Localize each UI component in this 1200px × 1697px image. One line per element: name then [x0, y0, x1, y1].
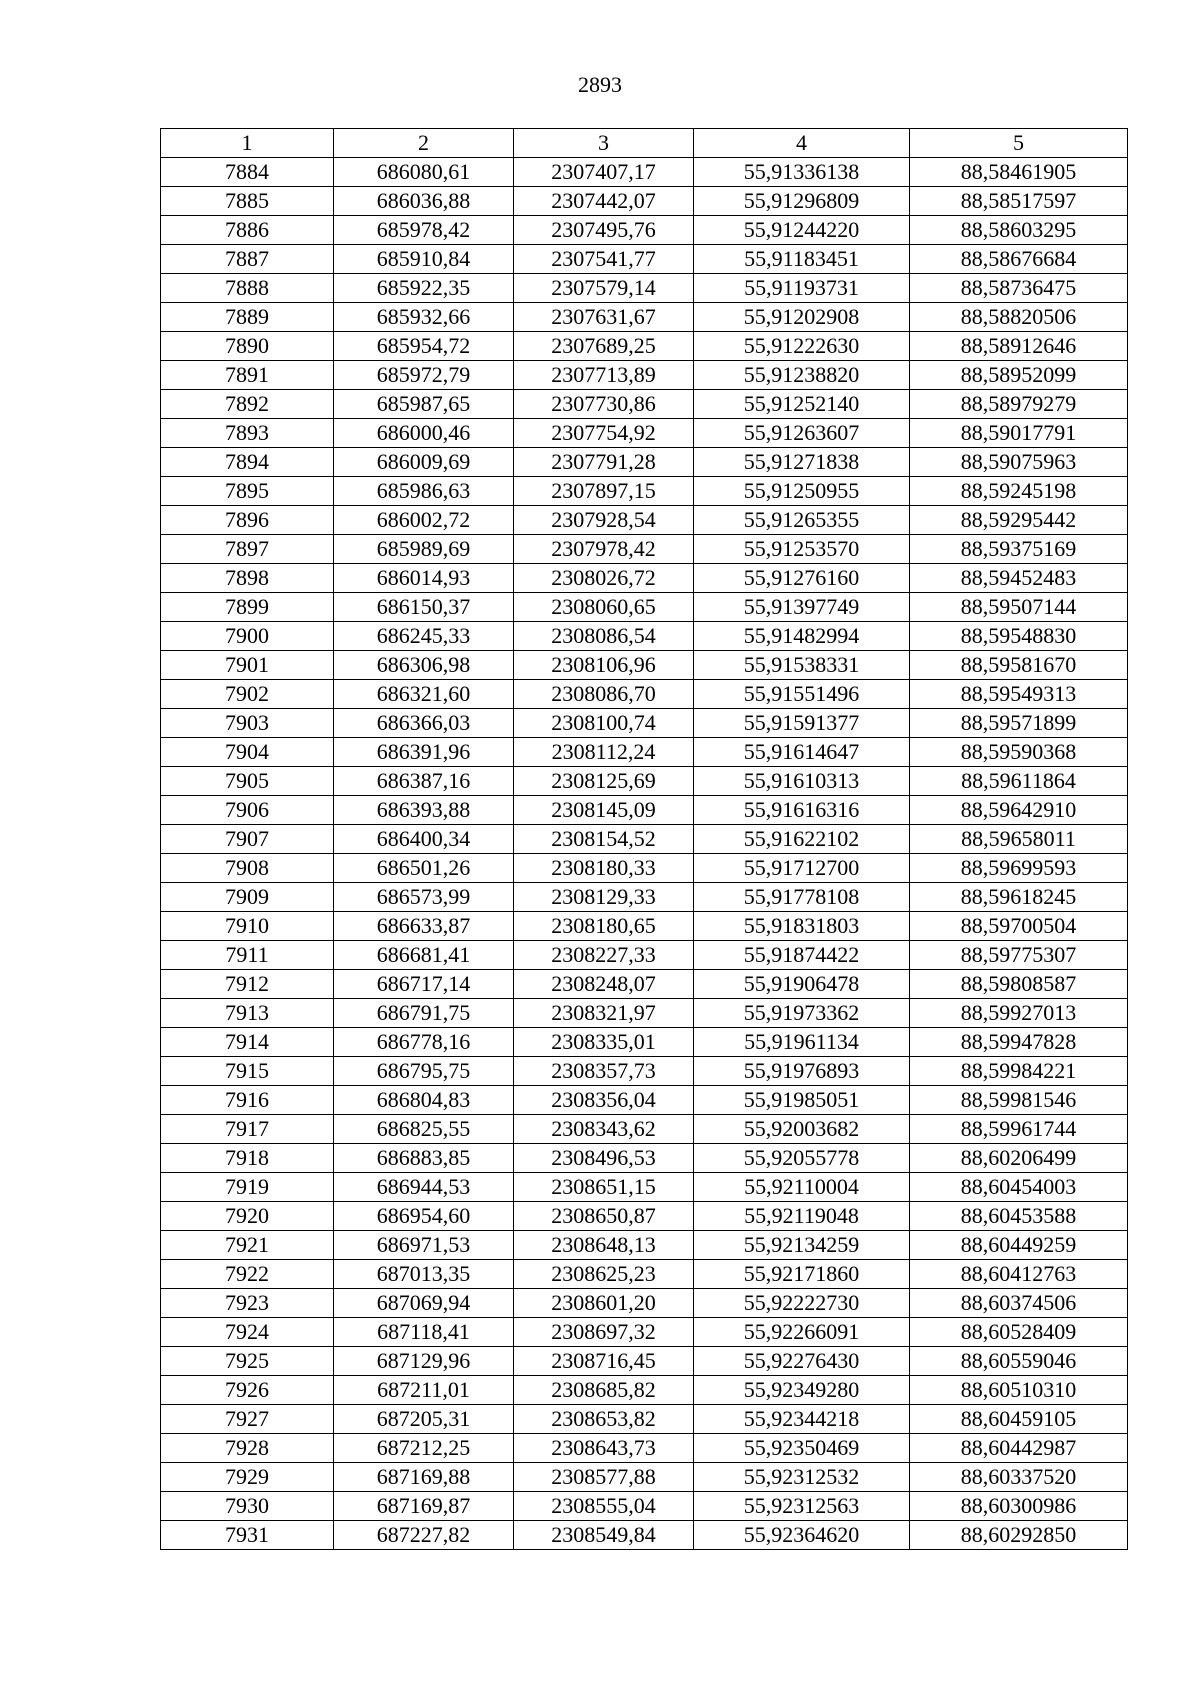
table-header [161, 129, 1128, 158]
table-row [161, 796, 1128, 825]
table-cell: 2308685,82 [514, 1376, 694, 1405]
table-cell: 55,91222630 [694, 332, 910, 361]
table-cell: 55,91610313 [694, 767, 910, 796]
table-cell: 88,59658011 [910, 825, 1128, 854]
table-cell: 687069,94 [334, 1289, 514, 1318]
table-row [161, 970, 1128, 999]
table-cell: 55,91263607 [694, 419, 910, 448]
table-cell: 685972,79 [334, 361, 514, 390]
table-cell: 2307754,92 [514, 419, 694, 448]
table-cell: 2307978,42 [514, 535, 694, 564]
table-cell: 2308357,73 [514, 1057, 694, 1086]
column-header-3: 3 [514, 129, 694, 158]
table-cell: 2307442,07 [514, 187, 694, 216]
table-cell: 687205,31 [334, 1405, 514, 1434]
table-cell: 88,60559046 [910, 1347, 1128, 1376]
table-cell: 55,91253570 [694, 535, 910, 564]
table-cell: 686393,88 [334, 796, 514, 825]
table-cell: 88,58952099 [910, 361, 1128, 390]
table-cell: 2308060,65 [514, 593, 694, 622]
table-cell: 2307928,54 [514, 506, 694, 535]
table-cell: 55,92312563 [694, 1492, 910, 1521]
table-cell: 7918 [161, 1144, 334, 1173]
table-cell: 2307689,25 [514, 332, 694, 361]
table-cell: 686009,69 [334, 448, 514, 477]
column-header-1: 1 [161, 129, 334, 158]
table-cell: 88,58517597 [910, 187, 1128, 216]
table-cell: 7919 [161, 1173, 334, 1202]
coordinates-table [160, 128, 1128, 1550]
table-body [161, 158, 1128, 1550]
table-cell: 7890 [161, 332, 334, 361]
table-cell: 88,59375169 [910, 535, 1128, 564]
table-cell: 7896 [161, 506, 334, 535]
table-cell: 7894 [161, 448, 334, 477]
table-cell: 686321,60 [334, 680, 514, 709]
table-cell: 2308601,20 [514, 1289, 694, 1318]
table-cell: 686633,87 [334, 912, 514, 941]
table-cell: 88,59549313 [910, 680, 1128, 709]
table-cell: 55,91976893 [694, 1057, 910, 1086]
table-cell: 685986,63 [334, 477, 514, 506]
table-cell: 55,92344218 [694, 1405, 910, 1434]
table-row [161, 274, 1128, 303]
table-cell: 687212,25 [334, 1434, 514, 1463]
table-cell: 2308125,69 [514, 767, 694, 796]
table-cell: 55,91252140 [694, 390, 910, 419]
table-cell: 88,60454003 [910, 1173, 1128, 1202]
table-cell: 2308106,96 [514, 651, 694, 680]
table-cell: 2308145,09 [514, 796, 694, 825]
table-cell: 2307791,28 [514, 448, 694, 477]
table-row [161, 854, 1128, 883]
table-cell: 2308716,45 [514, 1347, 694, 1376]
table-cell: 2307541,77 [514, 245, 694, 274]
table-cell: 7929 [161, 1463, 334, 1492]
table-cell: 7898 [161, 564, 334, 593]
table-cell: 686400,34 [334, 825, 514, 854]
table-cell: 687227,82 [334, 1521, 514, 1550]
table-cell: 7916 [161, 1086, 334, 1115]
table-row [161, 1260, 1128, 1289]
table-row [161, 767, 1128, 796]
table-cell: 7895 [161, 477, 334, 506]
table-cell: 88,59590368 [910, 738, 1128, 767]
table-cell: 7899 [161, 593, 334, 622]
table-row [161, 941, 1128, 970]
table-cell: 685910,84 [334, 245, 514, 274]
table-cell: 88,60337520 [910, 1463, 1128, 1492]
table-cell: 88,59775307 [910, 941, 1128, 970]
table-cell: 686000,46 [334, 419, 514, 448]
table-cell: 55,91276160 [694, 564, 910, 593]
table-row [161, 1202, 1128, 1231]
table-cell: 7907 [161, 825, 334, 854]
table-cell: 88,59507144 [910, 593, 1128, 622]
table-cell: 2308549,84 [514, 1521, 694, 1550]
table-cell: 685932,66 [334, 303, 514, 332]
table-row [161, 709, 1128, 738]
table-cell: 7908 [161, 854, 334, 883]
table-cell: 55,91778108 [694, 883, 910, 912]
table-cell: 2308227,33 [514, 941, 694, 970]
table-row [161, 593, 1128, 622]
table-cell: 88,59961744 [910, 1115, 1128, 1144]
table-cell: 88,58820506 [910, 303, 1128, 332]
table-cell: 2308643,73 [514, 1434, 694, 1463]
table-cell: 2308100,74 [514, 709, 694, 738]
table-cell: 88,59295442 [910, 506, 1128, 535]
table-cell: 7891 [161, 361, 334, 390]
table-row [161, 738, 1128, 767]
table-cell: 55,92222730 [694, 1289, 910, 1318]
table-cell: 2307631,67 [514, 303, 694, 332]
table-row [161, 1521, 1128, 1550]
table-cell: 7887 [161, 245, 334, 274]
table-row [161, 245, 1128, 274]
table-cell: 88,59075963 [910, 448, 1128, 477]
table-cell: 7905 [161, 767, 334, 796]
table-cell: 7906 [161, 796, 334, 825]
table-cell: 7915 [161, 1057, 334, 1086]
table-cell: 2307713,89 [514, 361, 694, 390]
table-cell: 7914 [161, 1028, 334, 1057]
table-row [161, 1289, 1128, 1318]
table-cell: 55,91973362 [694, 999, 910, 1028]
table-row [161, 158, 1128, 187]
table-row [161, 1434, 1128, 1463]
table-cell: 685989,69 [334, 535, 514, 564]
table-cell: 686501,26 [334, 854, 514, 883]
table-row [161, 1318, 1128, 1347]
table-cell: 55,92055778 [694, 1144, 910, 1173]
table-cell: 55,91238820 [694, 361, 910, 390]
table-cell: 88,58676684 [910, 245, 1128, 274]
table-cell: 686150,37 [334, 593, 514, 622]
table-cell: 55,91538331 [694, 651, 910, 680]
table-cell: 2308335,01 [514, 1028, 694, 1057]
table-cell: 55,91591377 [694, 709, 910, 738]
table-cell: 685954,72 [334, 332, 514, 361]
table-cell: 88,58461905 [910, 158, 1128, 187]
table-cell: 686366,03 [334, 709, 514, 738]
table-cell: 2308248,07 [514, 970, 694, 999]
table-cell: 7917 [161, 1115, 334, 1144]
table-row [161, 390, 1128, 419]
table-cell: 88,59571899 [910, 709, 1128, 738]
table-row [161, 1086, 1128, 1115]
table-cell: 7910 [161, 912, 334, 941]
table-row [161, 187, 1128, 216]
table-cell: 2308625,23 [514, 1260, 694, 1289]
table-cell: 88,59611864 [910, 767, 1128, 796]
table-cell: 686795,75 [334, 1057, 514, 1086]
table-cell: 685987,65 [334, 390, 514, 419]
table-row [161, 361, 1128, 390]
table-row [161, 448, 1128, 477]
table-cell: 55,91985051 [694, 1086, 910, 1115]
table-cell: 7892 [161, 390, 334, 419]
table-cell: 686954,60 [334, 1202, 514, 1231]
table-cell: 2308651,15 [514, 1173, 694, 1202]
table-cell: 7903 [161, 709, 334, 738]
table-cell: 55,92003682 [694, 1115, 910, 1144]
table-cell: 2308343,62 [514, 1115, 694, 1144]
table-cell: 55,91244220 [694, 216, 910, 245]
table-row [161, 477, 1128, 506]
column-header-2: 2 [334, 129, 514, 158]
table-row [161, 303, 1128, 332]
table-cell: 2308129,33 [514, 883, 694, 912]
table-cell: 55,91616316 [694, 796, 910, 825]
table-cell: 2308180,33 [514, 854, 694, 883]
table-cell: 2308496,53 [514, 1144, 694, 1173]
table-cell: 7885 [161, 187, 334, 216]
table-cell: 7902 [161, 680, 334, 709]
table-cell: 88,59981546 [910, 1086, 1128, 1115]
table-cell: 55,92110004 [694, 1173, 910, 1202]
table-cell: 88,60528409 [910, 1318, 1128, 1347]
table-cell: 2308180,65 [514, 912, 694, 941]
table-cell: 685978,42 [334, 216, 514, 245]
table-row [161, 1492, 1128, 1521]
table-row [161, 1405, 1128, 1434]
table-cell: 88,59699593 [910, 854, 1128, 883]
page-number: 2893 [578, 72, 622, 97]
table-cell: 686804,83 [334, 1086, 514, 1115]
table-cell: 55,91482994 [694, 622, 910, 651]
table-cell: 55,92276430 [694, 1347, 910, 1376]
table-cell: 7921 [161, 1231, 334, 1260]
table-cell: 686245,33 [334, 622, 514, 651]
table-row [161, 332, 1128, 361]
table-cell: 55,91271838 [694, 448, 910, 477]
table-cell: 687013,35 [334, 1260, 514, 1289]
table-row [161, 1057, 1128, 1086]
table-cell: 7931 [161, 1521, 334, 1550]
table-cell: 686791,75 [334, 999, 514, 1028]
table-cell: 88,60510310 [910, 1376, 1128, 1405]
table-cell: 55,91250955 [694, 477, 910, 506]
table-cell: 88,58912646 [910, 332, 1128, 361]
table-cell: 88,60453588 [910, 1202, 1128, 1231]
table-row [161, 506, 1128, 535]
table-cell: 7913 [161, 999, 334, 1028]
table-cell: 2308154,52 [514, 825, 694, 854]
table-cell: 2307495,76 [514, 216, 694, 245]
table-cell: 88,59808587 [910, 970, 1128, 999]
table-row [161, 680, 1128, 709]
table-cell: 7900 [161, 622, 334, 651]
table-cell: 55,91336138 [694, 158, 910, 187]
table-cell: 7912 [161, 970, 334, 999]
table-cell: 88,59618245 [910, 883, 1128, 912]
table-cell: 88,59927013 [910, 999, 1128, 1028]
table-cell: 686573,99 [334, 883, 514, 912]
table-row [161, 564, 1128, 593]
table-cell: 686387,16 [334, 767, 514, 796]
table-row [161, 622, 1128, 651]
table-cell: 7897 [161, 535, 334, 564]
table-cell: 88,59548830 [910, 622, 1128, 651]
table-cell: 88,59947828 [910, 1028, 1128, 1057]
table-cell: 2307730,86 [514, 390, 694, 419]
table-cell: 55,91961134 [694, 1028, 910, 1057]
table-cell: 88,60442987 [910, 1434, 1128, 1463]
column-header-4: 4 [694, 129, 910, 158]
table-cell: 7920 [161, 1202, 334, 1231]
table-cell: 687129,96 [334, 1347, 514, 1376]
table-cell: 55,92349280 [694, 1376, 910, 1405]
table-cell: 7904 [161, 738, 334, 767]
table-cell: 686825,55 [334, 1115, 514, 1144]
table-cell: 2308653,82 [514, 1405, 694, 1434]
table-cell: 88,60374506 [910, 1289, 1128, 1318]
table-cell: 2307579,14 [514, 274, 694, 303]
table-cell: 686883,85 [334, 1144, 514, 1173]
table-row [161, 1376, 1128, 1405]
table-cell: 7926 [161, 1376, 334, 1405]
table-cell: 2307897,15 [514, 477, 694, 506]
table-row [161, 1347, 1128, 1376]
table-cell: 2307407,17 [514, 158, 694, 187]
table-cell: 88,59017791 [910, 419, 1128, 448]
table-cell: 55,91265355 [694, 506, 910, 535]
table-cell: 686681,41 [334, 941, 514, 970]
table-row [161, 1144, 1128, 1173]
table-cell: 7927 [161, 1405, 334, 1434]
table-cell: 687118,41 [334, 1318, 514, 1347]
table-cell: 55,91831803 [694, 912, 910, 941]
table-cell: 88,59642910 [910, 796, 1128, 825]
table-cell: 2308356,04 [514, 1086, 694, 1115]
table-row [161, 1115, 1128, 1144]
table-cell: 687169,87 [334, 1492, 514, 1521]
table-cell: 2308086,70 [514, 680, 694, 709]
table-cell: 88,59581670 [910, 651, 1128, 680]
table-cell: 55,92364620 [694, 1521, 910, 1550]
table-cell: 7888 [161, 274, 334, 303]
table-cell: 88,60206499 [910, 1144, 1128, 1173]
table-cell: 55,91874422 [694, 941, 910, 970]
table-cell: 2308555,04 [514, 1492, 694, 1521]
table-row [161, 651, 1128, 680]
table-cell: 88,59984221 [910, 1057, 1128, 1086]
table-row [161, 1231, 1128, 1260]
table-cell: 7911 [161, 941, 334, 970]
table-cell: 55,91296809 [694, 187, 910, 216]
table-cell: 88,60459105 [910, 1405, 1128, 1434]
table-cell: 88,60300986 [910, 1492, 1128, 1521]
table-cell: 686014,93 [334, 564, 514, 593]
table-cell: 88,60449259 [910, 1231, 1128, 1260]
table-cell: 55,92312532 [694, 1463, 910, 1492]
table-cell: 88,60292850 [910, 1521, 1128, 1550]
table-row [161, 1173, 1128, 1202]
table-cell: 685922,35 [334, 274, 514, 303]
table-cell: 686971,53 [334, 1231, 514, 1260]
table-cell: 55,92266091 [694, 1318, 910, 1347]
table-cell: 55,92171860 [694, 1260, 910, 1289]
table-cell: 7884 [161, 158, 334, 187]
table-row [161, 825, 1128, 854]
header-row [161, 129, 1128, 158]
table-cell: 686002,72 [334, 506, 514, 535]
table-cell: 686036,88 [334, 187, 514, 216]
table-cell: 7924 [161, 1318, 334, 1347]
table-cell: 7909 [161, 883, 334, 912]
table-cell: 2308026,72 [514, 564, 694, 593]
table-cell: 687169,88 [334, 1463, 514, 1492]
table-row [161, 1463, 1128, 1492]
table-cell: 7928 [161, 1434, 334, 1463]
table-cell: 686944,53 [334, 1173, 514, 1202]
table-cell: 7886 [161, 216, 334, 245]
table-cell: 55,92134259 [694, 1231, 910, 1260]
table-cell: 88,58603295 [910, 216, 1128, 245]
table-cell: 686306,98 [334, 651, 514, 680]
table-cell: 7922 [161, 1260, 334, 1289]
table-row [161, 535, 1128, 564]
column-header-5: 5 [910, 129, 1128, 158]
table-cell: 55,91183451 [694, 245, 910, 274]
table-cell: 686391,96 [334, 738, 514, 767]
table-cell: 55,91202908 [694, 303, 910, 332]
table-cell: 88,59452483 [910, 564, 1128, 593]
table-cell: 55,91397749 [694, 593, 910, 622]
table-cell: 55,91622102 [694, 825, 910, 854]
table-row [161, 883, 1128, 912]
table-row [161, 419, 1128, 448]
table-cell: 7889 [161, 303, 334, 332]
table-cell: 55,92350469 [694, 1434, 910, 1463]
table-cell: 7930 [161, 1492, 334, 1521]
table-cell: 88,58736475 [910, 274, 1128, 303]
table-cell: 88,58979279 [910, 390, 1128, 419]
table-cell: 2308321,97 [514, 999, 694, 1028]
table-cell: 2308112,24 [514, 738, 694, 767]
table-cell: 2308086,54 [514, 622, 694, 651]
table-row [161, 999, 1128, 1028]
table-cell: 88,60412763 [910, 1260, 1128, 1289]
table-cell: 7923 [161, 1289, 334, 1318]
table-row [161, 912, 1128, 941]
table-cell: 2308650,87 [514, 1202, 694, 1231]
table-cell: 55,91193731 [694, 274, 910, 303]
table-cell: 55,91614647 [694, 738, 910, 767]
table-cell: 88,59700504 [910, 912, 1128, 941]
table-cell: 2308577,88 [514, 1463, 694, 1492]
table-cell: 2308648,13 [514, 1231, 694, 1260]
table-cell: 686717,14 [334, 970, 514, 999]
table-cell: 55,91551496 [694, 680, 910, 709]
table-cell: 686778,16 [334, 1028, 514, 1057]
table-cell: 686080,61 [334, 158, 514, 187]
table-cell: 7925 [161, 1347, 334, 1376]
table-cell: 687211,01 [334, 1376, 514, 1405]
table-row [161, 1028, 1128, 1057]
table-row [161, 216, 1128, 245]
table-cell: 88,59245198 [910, 477, 1128, 506]
table-cell: 55,91712700 [694, 854, 910, 883]
table-cell: 7893 [161, 419, 334, 448]
table-cell: 7901 [161, 651, 334, 680]
table-cell: 2308697,32 [514, 1318, 694, 1347]
table-cell: 55,91906478 [694, 970, 910, 999]
table-cell: 55,92119048 [694, 1202, 910, 1231]
